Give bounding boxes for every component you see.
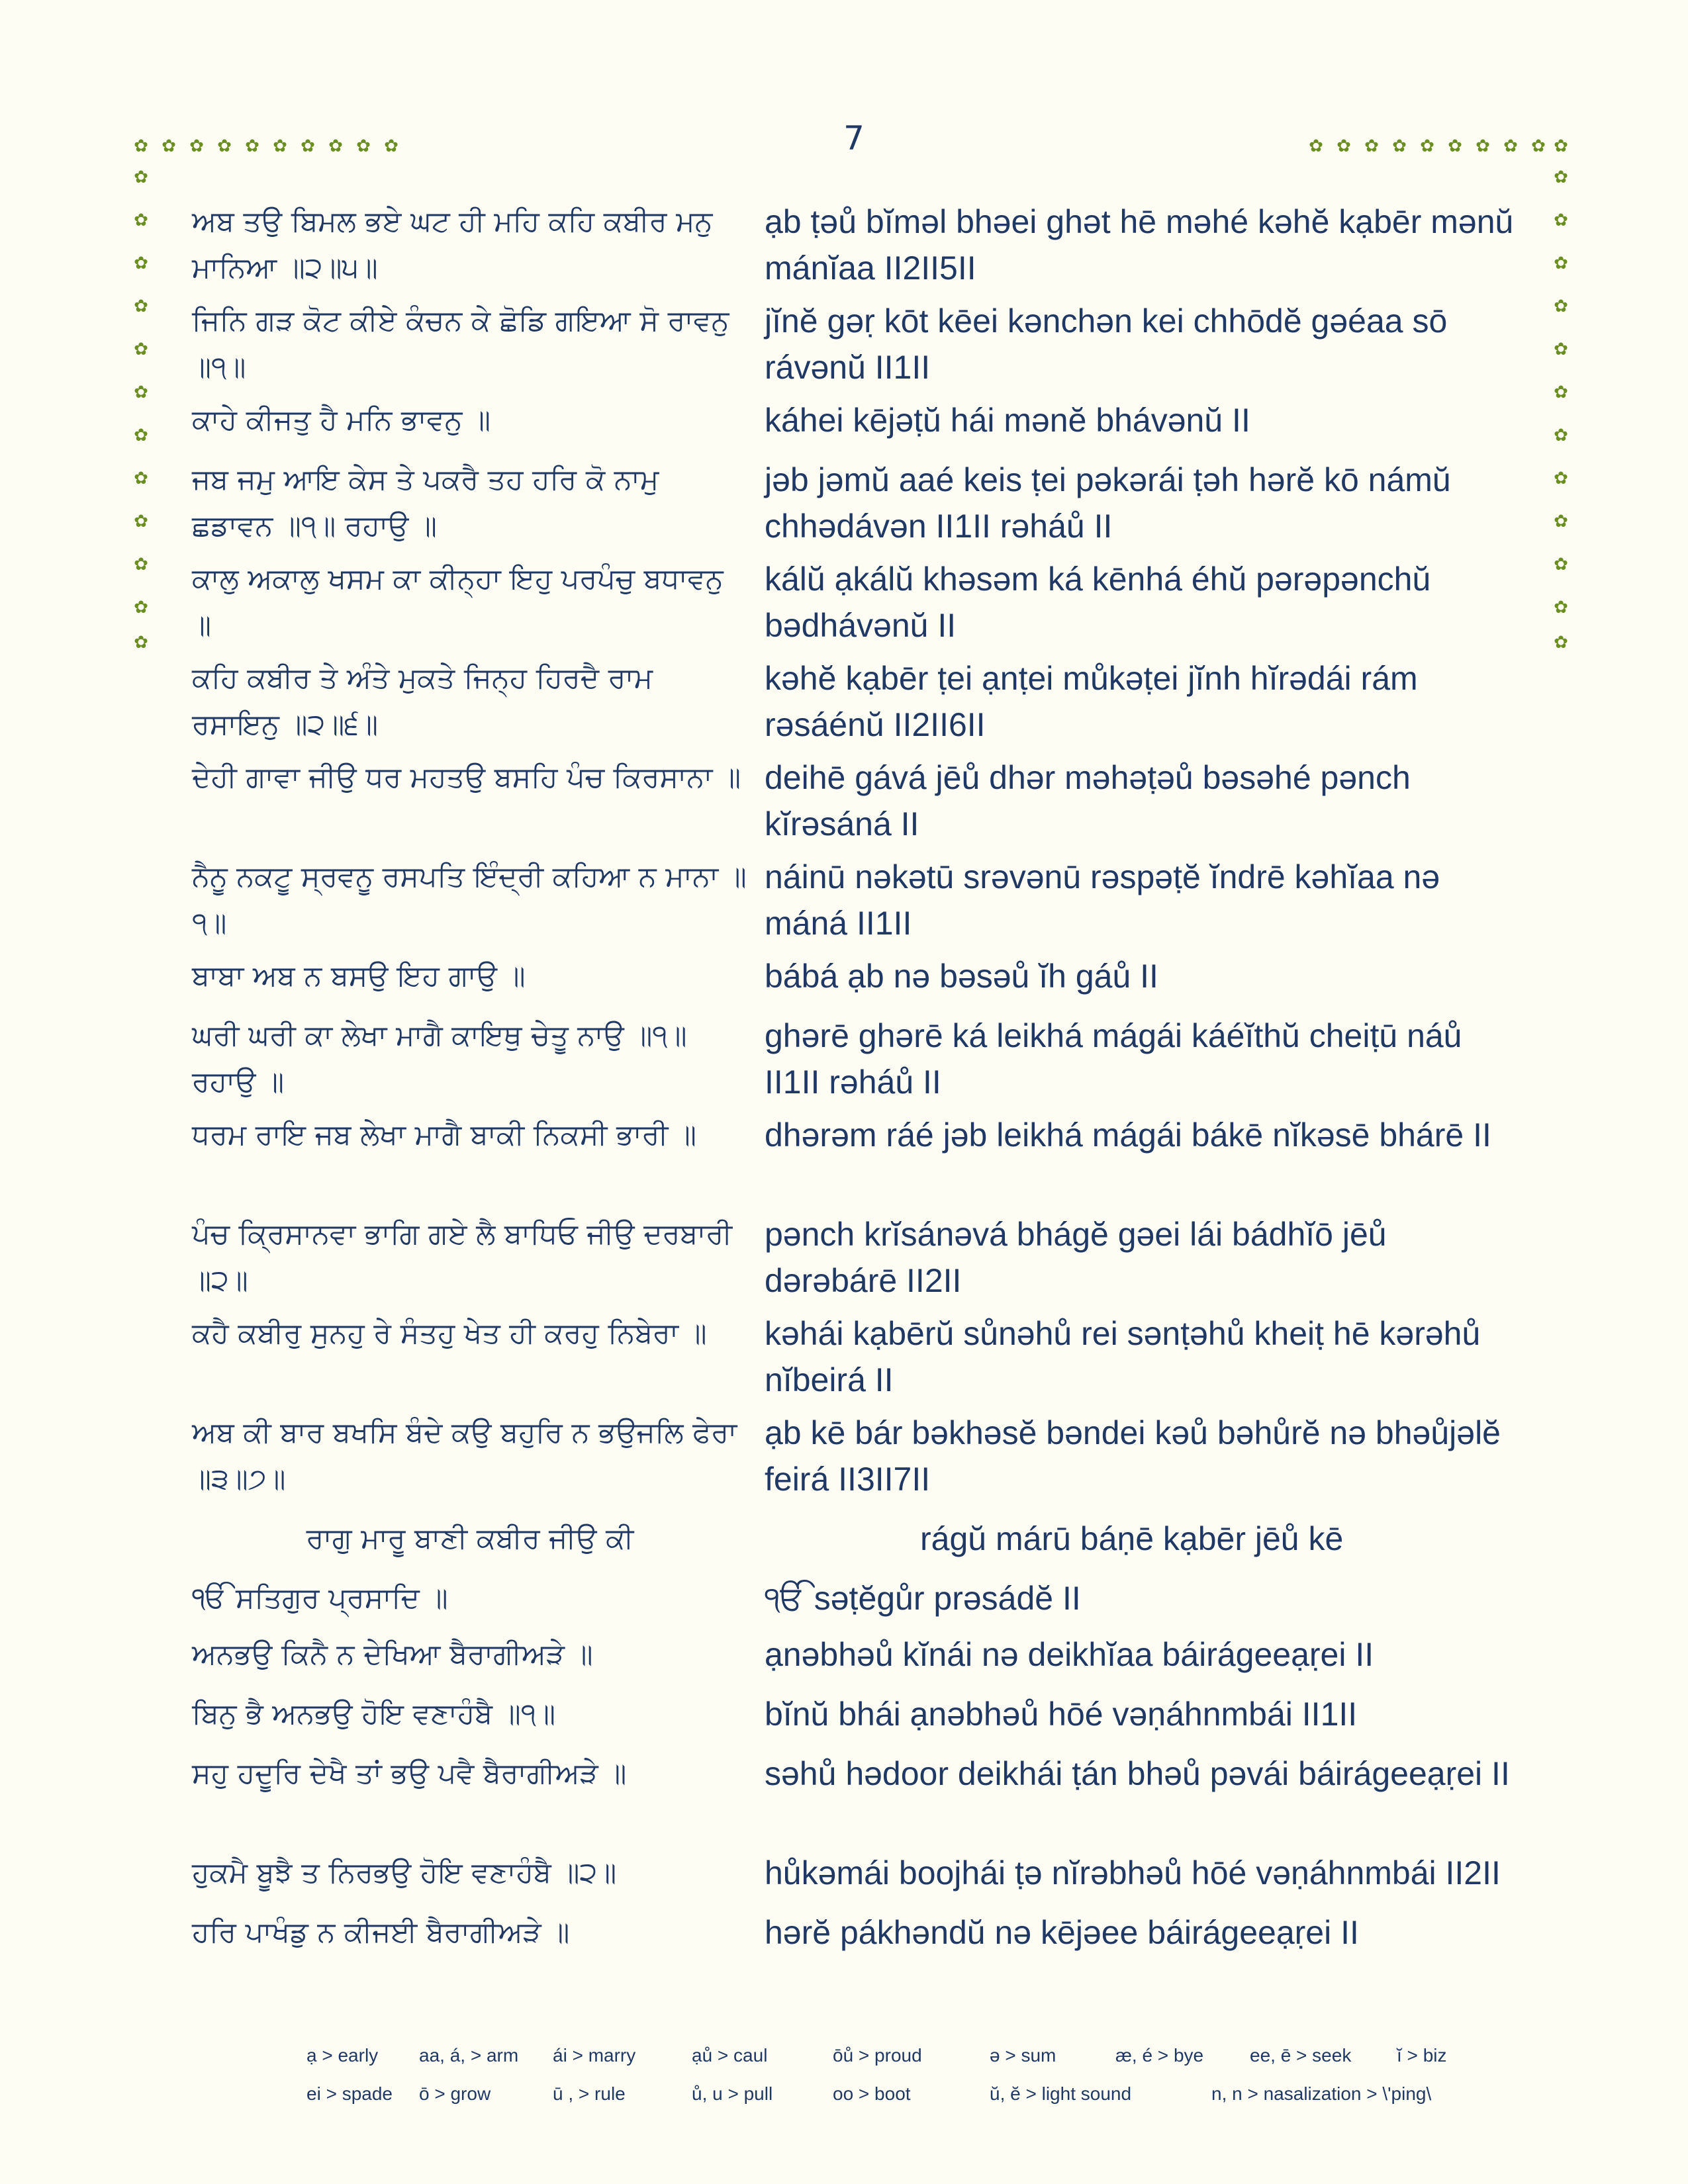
flower-icon <box>132 513 150 530</box>
gurmukhi-line: ਕਾਹੇ ਕੀਜਤੁ ਹੈ ਮਨਿ ਭਾਵਨੁ ॥ <box>192 404 491 437</box>
transliteration-line: ạb ṭəů bĭməl bhəei ghət hē məhé kəhĕ kạbēr mənŭ mánĭaa II2II5II <box>765 203 1514 287</box>
transliteration-line: ghərē ghərē ká leikhá mágái káéĭthŭ cheiṭū náů II1II rəháů II <box>765 1017 1462 1101</box>
transliteration-line: kəhĕ kạbēr ṭei ạnṭei můkəṭei jĭnh hĭrədái rám rəsáénŭ II2II6II <box>765 660 1418 743</box>
legend-item: ĭ > biz <box>1397 2045 1447 2066</box>
flower-icon <box>299 138 316 155</box>
flower-icon <box>132 255 150 272</box>
transliteration-line: káhei kējəṭŭ hái mənĕ bhávənŭ II <box>765 402 1250 439</box>
gurmukhi-line: ਬਾਬਾ ਅਬ ਨ ਬਸਉ ਇਹ ਗਾਉ ॥ <box>192 960 526 993</box>
flower-icon <box>132 470 150 487</box>
flower-icon <box>188 138 205 155</box>
page-number: 7 <box>843 119 865 158</box>
gurmukhi-line: ਅਬ ਤਉ ਬਿਮਲ ਭਏ ਘਟ ਹੀ ਮਹਿ ਕਹਿ ਕਬੀਰ ਮਨੁ ਮਾਨਿਆ ॥੨॥੫॥ <box>192 205 713 285</box>
flower-icon <box>132 384 150 401</box>
flower-icon <box>132 634 150 651</box>
transliteration-line: bĭnŭ bhái ạnəbhəů hōé vəṇáhnmbái II1II <box>765 1696 1358 1733</box>
legend-item: ōů > proud <box>833 2045 922 2066</box>
transliteration-line: deihē gává jēů dhər məhəṭəů bəsəhé pənch kĭrəsáná II <box>765 759 1411 842</box>
legend-item: oo > boot <box>833 2083 911 2104</box>
flower-icon <box>1552 513 1570 530</box>
flower-icon <box>1552 384 1570 401</box>
gurmukhi-line: ਬਿਨੁ ਭੈ ਅਨਭਉ ਹੋਇ ਵਣਾਹੰਬੈ ॥੧॥ <box>192 1698 556 1731</box>
gurmukhi-line: ਕਾਲੁ ਅਕਾਲੁ ਖਸਮ ਕਾ ਕੀਨ੍ਹਾ ਇਹੁ ਪਰਪੰਚੁ ਬਧਾਵਨੁ ॥ <box>192 563 724 642</box>
gurmukhi-line: ਕਹਿ ਕਬੀਰ ਤੇ ਅੰਤੇ ਮੁਕਤੇ ਜਿਨ੍ਹ ਹਿਰਦੈ ਰਾਮ ਰਸਾਇਨੁ ॥੨॥੬॥ <box>192 662 653 741</box>
flower-icon <box>1446 138 1464 155</box>
flower-icon <box>1307 138 1325 155</box>
flower-icon <box>244 138 261 155</box>
flower-icon <box>355 138 372 155</box>
transliteration-line: bábá ạb nə bəsəů ĭh gáů II <box>765 958 1158 995</box>
transliteration-line: ạb kē bár bəkhəsĕ bəndei kəů bəhůrĕ nə bhəůjəlĕ feirá II3II7II <box>765 1414 1501 1498</box>
legend-item: ə > sum <box>990 2045 1056 2066</box>
transliteration-line: dhərəm ráé jəb leikhá mágái bákē nĭkəsē bhárē II <box>765 1116 1491 1154</box>
gurmukhi-line: ਨੈਨੂ ਨਕਟੂ ਸ੍ਰਵਨੂ ਰਸਪਤਿ ਇੰਦ੍ਰੀ ਕਹਿਆ ਨ ਮਾਨਾ ॥੧॥ <box>192 860 747 940</box>
transliteration-line: jĭnĕ gəṛ kōt kēei kənchən kei chhōdĕ gəéaa sō rávənŭ II1II <box>765 302 1448 386</box>
gurmukhi-line: ਹਰਿ ਪਾਖੰਡੁ ਨ ਕੀਜਈ ਬੈਰਾਗੀਅੜੇ ॥ <box>192 1916 570 1949</box>
section-heading-gurmukhi: ਰਾਗੁ ਮਾਰੂ ਬਾਣੀ ਕਬੀਰ ਜੀਉ ਕੀ <box>306 1522 634 1555</box>
gurmukhi-line: ਪੰਚ ਕ੍ਰਿਸਾਨਵਾ ਭਾਗਿ ਗਏ ਲੈ ਬਾਧਿਓ ਜੀਉ ਦਰਬਾਰੀ ॥੨॥ <box>192 1218 733 1297</box>
gurmukhi-line: ਹੁਕਮੈ ਬੂਝੈ ਤ ਨਿਰਭਉ ਹੋਇ ਵਣਾਹੰਬੈ ॥੨॥ <box>192 1856 617 1889</box>
flower-icon <box>1552 427 1570 444</box>
flower-icon <box>1552 138 1570 155</box>
flower-icon <box>1552 634 1570 651</box>
legend-item: ŭ, ĕ > light sound <box>990 2083 1132 2104</box>
flower-icon <box>271 138 289 155</box>
transliteration-line: səhů hədoor deikhái ṭán bhəů pəvái báirágeeạṛei II <box>765 1755 1510 1792</box>
legend-item: n, n > nasalization > \'ping\ <box>1211 2083 1432 2104</box>
transliteration-line: náinū nəkətū srəvənū rəspəṭĕ ĭndrē kəhĭaa nə máná II1II <box>765 858 1440 942</box>
legend-item: ō > grow <box>419 2083 491 2104</box>
flower-icon <box>216 138 233 155</box>
flower-icon <box>1552 556 1570 573</box>
flower-icon <box>132 341 150 358</box>
flower-icon <box>132 298 150 315</box>
gurmukhi-line: ੴ ਸਤਿਗੁਰ ਪ੍ਰਸਾਦਿ ॥ <box>192 1582 448 1615</box>
flower-icon <box>1474 138 1491 155</box>
transliteration-line: pənch krĭsánəvá bhágĕ gəei lái bádhĭō jēů dərəbárē II2II <box>765 1216 1387 1299</box>
section-heading-transliteration: rágŭ márū báṇē kạbēr jēů kē <box>920 1520 1344 1557</box>
flower-icon <box>327 138 344 155</box>
legend-item: ạů > caul <box>692 2045 768 2066</box>
legend-item: ů, u > pull <box>692 2083 773 2104</box>
flower-icon <box>132 427 150 444</box>
flower-icon <box>1363 138 1380 155</box>
flower-icon <box>1552 169 1570 186</box>
transliteration-line: hůkəmái boojhái ṭə nĭrəbhəů hōé vəṇáhnmbái II2II <box>765 1854 1501 1891</box>
flower-icon <box>1391 138 1408 155</box>
flower-icon <box>1419 138 1436 155</box>
flower-icon <box>132 138 150 155</box>
transliteration-line: jəb jəmŭ aaé keis ṭei pəkərái ṭəh hərĕ kō námŭ chhədávən II1II rəháů II <box>765 461 1451 545</box>
flower-icon <box>1502 138 1519 155</box>
flower-icon <box>132 169 150 186</box>
flower-icon <box>383 138 400 155</box>
gurmukhi-line: ਅਨਭਉ ਕਿਨੈ ਨ ਦੇਖਿਆ ਬੈਰਾਗੀਅੜੇ ॥ <box>192 1638 593 1671</box>
gurmukhi-line: ਸਹੁ ਹਦੂਰਿ ਦੇਖੈ ਤਾਂ ਭਉ ਪਵੈ ਬੈਰਾਗੀਅੜੇ ॥ <box>192 1757 627 1790</box>
legend-item: ee, ē > seek <box>1250 2045 1352 2066</box>
flower-icon <box>1552 599 1570 616</box>
transliteration-line: ạnəbhəů kĭnái nə deikhĭaa báirágeeạṛei II <box>765 1636 1374 1673</box>
gurmukhi-line: ਦੇਹੀ ਗਾਵਾ ਜੀਉ ਧਰ ਮਹਤਉ ਬਸਹਿ ਪੰਚ ਕਿਰਸਾਨਾ ॥ <box>192 761 741 794</box>
flower-icon <box>1552 298 1570 315</box>
flower-icon <box>1335 138 1352 155</box>
legend-item: ái > marry <box>553 2045 636 2066</box>
flower-icon <box>1552 255 1570 272</box>
flower-icon <box>1552 470 1570 487</box>
legend-item: ạ > early <box>306 2045 379 2066</box>
legend-item: ei > spade <box>306 2083 393 2104</box>
flower-icon <box>132 212 150 229</box>
legend-item: ū , > rule <box>553 2083 626 2104</box>
flower-icon <box>132 556 150 573</box>
gurmukhi-line: ਘਰੀ ਘਰੀ ਕਾ ਲੇਖਾ ਮਾਗੈ ਕਾਇਥੁ ਚੇਤੂ ਨਾਉ ॥੧॥ ਰਹਾਉ ॥ <box>192 1019 687 1099</box>
flower-icon <box>160 138 177 155</box>
flower-icon <box>132 599 150 616</box>
gurmukhi-line: ਕਹੈ ਕਬੀਰੁ ਸੁਨਹੁ ਰੇ ਸੰਤਹੁ ਖੇਤ ਹੀ ਕਰਹੁ ਨਿਬੇਰਾ ॥ <box>192 1317 707 1350</box>
gurmukhi-line: ਧਰਮ ਰਾਇ ਜਬ ਲੇਖਾ ਮਾਗੈ ਬਾਕੀ ਨਿਕਸੀ ਭਾਰੀ ॥ <box>192 1118 697 1152</box>
transliteration-line: kálŭ ạkálŭ khəsəm ká kēnhá éhŭ pərəpənchŭ bədhávənŭ II <box>765 561 1431 644</box>
gurmukhi-line: ਅਬ ਕੀ ਬਾਰ ਬਖਸਿ ਬੰਦੇ ਕਉ ਬਹੁਰਿ ਨ ਭਉਜਲਿ ਫੇਰਾ ॥੩॥੭॥ <box>192 1416 737 1496</box>
flower-icon <box>1552 341 1570 358</box>
transliteration-line: ੴ səṭĕgůr prəsádĕ II <box>765 1580 1081 1617</box>
flower-icon <box>1530 138 1547 155</box>
transliteration-line: hərĕ pákhəndŭ nə kējəee báirágeeạṛei II <box>765 1914 1359 1951</box>
flower-icon <box>1552 212 1570 229</box>
gurmukhi-line: ਜਬ ਜਮੁ ਆਇ ਕੇਸ ਤੇ ਪਕਰੈ ਤਹ ਹਰਿ ਕੋ ਨਾਮੁ ਛਡਾਵਨ ॥੧॥ ਰਹਾਉ ॥ <box>192 463 659 543</box>
legend-item: æ, é > bye <box>1115 2045 1204 2066</box>
transliteration-line: kəhái kạbērŭ sůnəhů rei sənṭəhů kheiṭ hē kərəhů nĭbeirá II <box>765 1315 1481 1398</box>
legend-item: aa, á, > arm <box>419 2045 519 2066</box>
gurmukhi-line: ਜਿਨਿ ਗੜ ਕੋਟ ਕੀਏ ਕੰਚਨ ਕੇ ਛੋਡਿ ਗਇਆ ਸੋ ਰਾਵਨੁ ॥੧॥ <box>192 304 729 384</box>
